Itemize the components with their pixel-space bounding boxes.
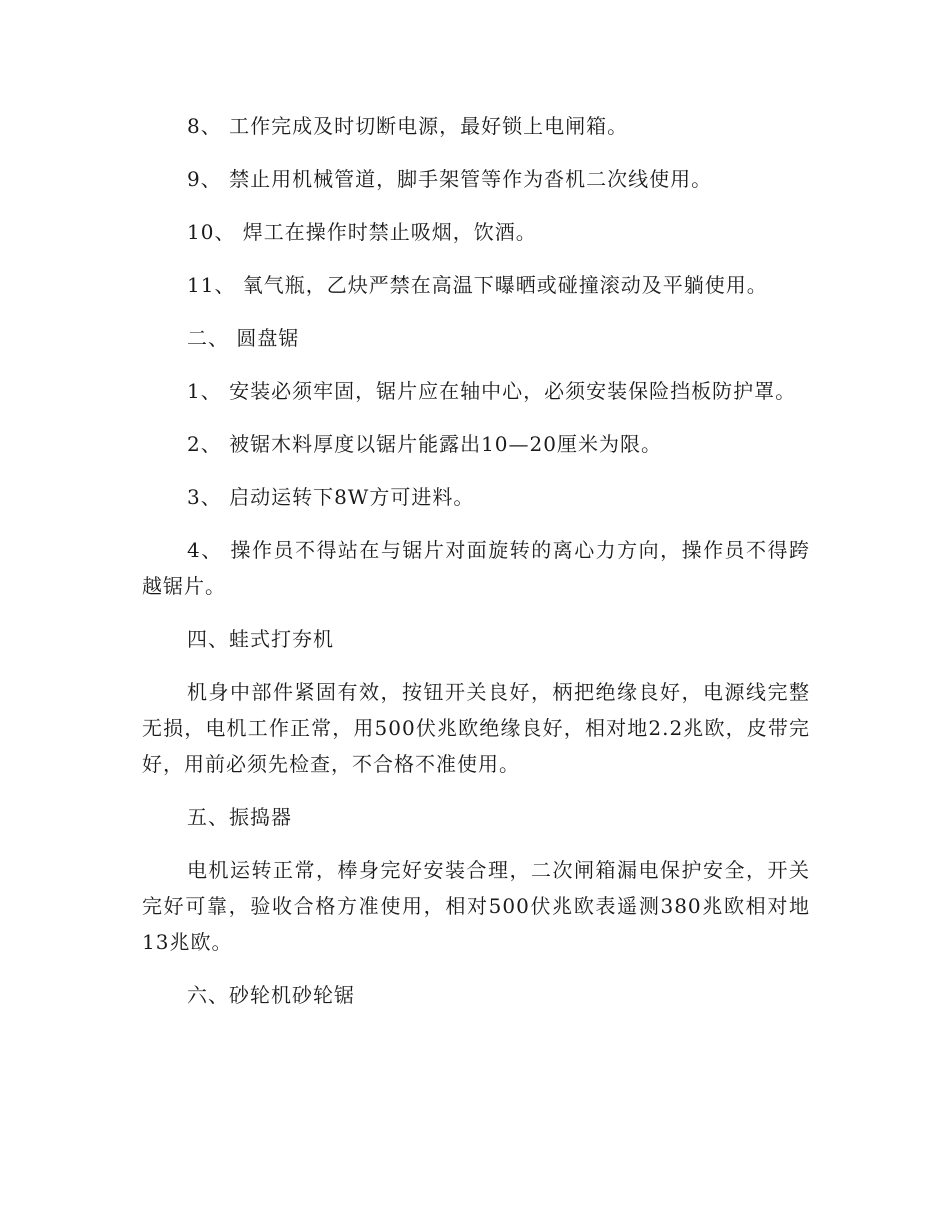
section-heading-frog-rammer: 四、蛙式打夯机 [187,627,334,651]
paragraph-saw-item-2: 2、 被锯木料厚度以锯片能露出10—20厘米为限。 [187,432,662,456]
paragraph-saw-item-3: 3、 启动运转下8W方可进料。 [187,485,475,509]
paragraph-item-10: 10、 焊工在操作时禁止吸烟，饮酒。 [187,220,537,244]
paragraph-saw-item-4: 4、 操作员不得站在与锯片对面旋转的离心力方向，操作员不得跨越锯片。 [142,538,810,598]
paragraph-saw-item-1: 1、 安装必须牢固，锯片应在轴中心，必须安装保险挡板防护罩。 [187,379,797,403]
section-heading-vibrator: 五、振捣器 [187,805,292,829]
section-heading-circular-saw: 二、 圆盘锯 [187,326,300,350]
paragraph-item-8: 8、 工作完成及时切断电源，最好锁上电闸箱。 [187,114,629,138]
paragraph-vibrator: 电机运转正常，棒身完好安装合理，二次闸箱漏电保护安全，开关完好可靠，验收合格方准使用，相对500伏兆欧表遥测380兆欧相对地13兆欧。 [142,858,810,954]
document-body [142,108,810,1030]
paragraph-item-9: 9、 禁止用机械管道，脚手架管等作为沓机二次线使用。 [187,167,713,191]
paragraph-item-11: 11、 氧气瓶，乙炔严禁在高温下曝晒或碰撞滚动及平躺使用。 [187,273,768,297]
paragraph-frog-rammer: 机身中部件紧固有效，按钮开关良好，柄把绝缘良好，电源线完整无损，电机工作正常，用500伏兆欧绝缘良好，相对地2.2兆欧，皮带完好，用前必须先检查，不合格不准使用。 [142,680,810,776]
section-heading-grinder: 六、砂轮机砂轮锯 [187,983,355,1007]
